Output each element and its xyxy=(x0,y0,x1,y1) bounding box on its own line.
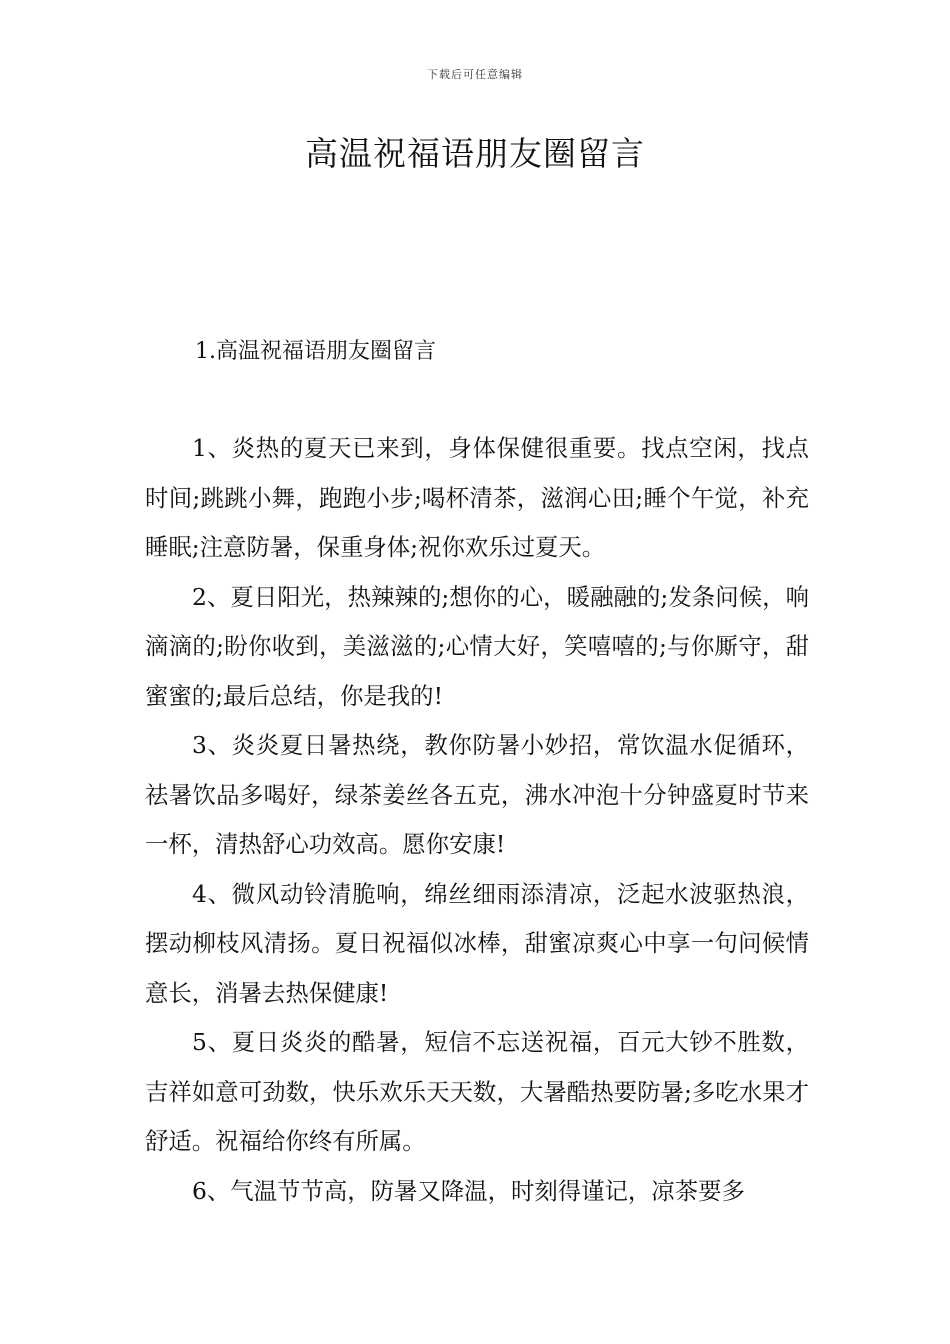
document-title: 高温祝福语朋友圈留言 xyxy=(305,134,645,173)
paragraph-4: 4、微风动铃清脆响，绵丝细雨添清凉，泛起水波驱热浪，摆动柳枝风清扬。夏日祝福似冰棒，甜蜜凉爽心中享一句问候情意长，消暑去热保健康! xyxy=(145,879,809,1007)
paragraph-3: 3、炎炎夏日暑热绕，教你防暑小妙招，常饮温水促循环，祛暑饮品多喝好，绿茶姜丝各五克，沸水冲泡十分钟盛夏时节来一杯，清热舒心功效高。愿你安康! xyxy=(145,731,809,858)
paragraph-2: 2、夏日阳光，热辣辣的;想你的心，暖融融的;发条问候，响滴滴的;盼你收到，美滋滋的;心情大好，笑嘻嘻的;与你厮守，甜蜜蜜的;最后总结，你是我的! xyxy=(145,582,809,710)
section-heading: 1.高温祝福语朋友圈留言 xyxy=(195,339,436,364)
paragraph-5: 5、夏日炎炎的酷暑，短信不忘送祝福，百元大钞不胜数，吉祥如意可劲数，快乐欢乐天天数，大暑酷热要防暑;多吃水果才舒适。祝福给你终有所属。 xyxy=(145,1028,809,1155)
paragraph-6: 6、气温节节高，防暑又降温，时刻得谨记，凉茶要多 xyxy=(192,1176,745,1205)
paragraph-1: 1、炎热的夏天已来到，身体保健很重要。找点空闲，找点时间;跳跳小舞，跑跑小步;喝杯清茶，滋润心田;睡个午觉，补充睡眠;注意防暑，保重身体;祝你欢乐过夏天。 xyxy=(145,434,809,561)
header-note: 下载后可任意编辑 xyxy=(427,68,523,81)
document-body xyxy=(145,424,809,1216)
